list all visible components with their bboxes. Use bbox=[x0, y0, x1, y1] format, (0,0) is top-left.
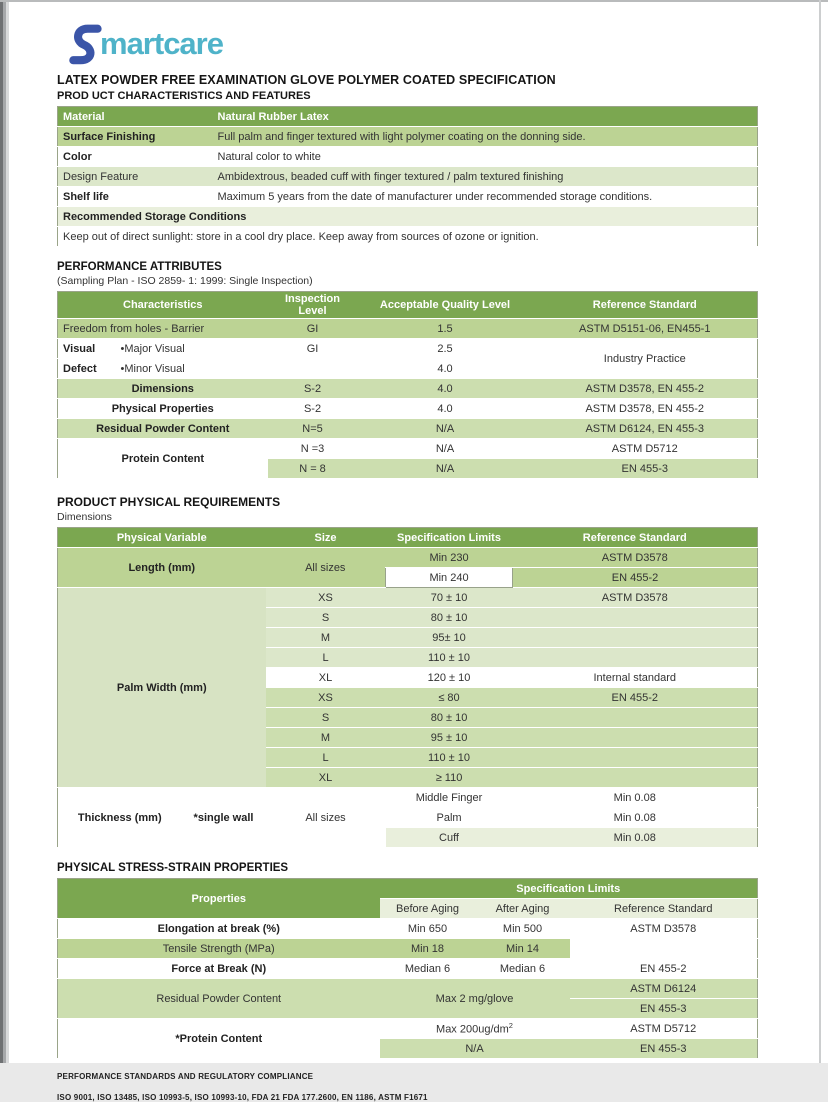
table-row bbox=[58, 127, 758, 147]
document-title: LATEX POWDER FREE EXAMINATION GLOVE POLYMER COATED SPECIFICATION bbox=[57, 73, 556, 87]
cell-reference: EN 455-2 bbox=[513, 688, 758, 708]
cell-spec: Min 240 bbox=[386, 568, 513, 588]
table-row bbox=[58, 788, 758, 808]
cell-reference: ASTM D3578, EN 455-2 bbox=[533, 399, 758, 419]
col-size: Size bbox=[266, 528, 386, 548]
protein-spec-text: Max 200ug/dm bbox=[436, 1023, 509, 1036]
col-characteristics: Characteristics bbox=[58, 292, 268, 319]
cell-inspection: N = 8 bbox=[268, 459, 358, 479]
col-spec-limits: Specification Limits bbox=[380, 879, 758, 899]
col-physical-variable: Physical Variable bbox=[58, 528, 266, 548]
cell-size: M bbox=[266, 628, 386, 648]
cell-characteristic: Residual Powder Content bbox=[58, 419, 268, 439]
storage-conditions-label: Recommended Storage Conditions bbox=[58, 207, 758, 227]
performance-subheading: (Sampling Plan - ISO 2859- 1: 1999: Single Inspection) bbox=[57, 275, 313, 287]
col-aql: Acceptable Quality Level bbox=[358, 292, 533, 319]
cell-spec: 95± 10 bbox=[386, 628, 513, 648]
table-header-row bbox=[58, 528, 758, 548]
cell-reference bbox=[513, 768, 758, 788]
cell-property: *Protein Content bbox=[58, 1019, 380, 1059]
table-row bbox=[58, 207, 758, 227]
col-reference-standard: Reference Standard bbox=[533, 292, 758, 319]
visual-defect-label: Defect bbox=[58, 359, 116, 379]
cell-spec: Palm bbox=[386, 808, 513, 828]
cell-reference bbox=[513, 708, 758, 728]
cell-characteristic: Physical Properties bbox=[58, 399, 268, 419]
cell-reference: EN 455-2 bbox=[570, 959, 758, 979]
cell-aql: 4.0 bbox=[358, 379, 533, 399]
col-inspection-level: Inspection Level bbox=[268, 292, 358, 319]
cell-size: XL bbox=[266, 668, 386, 688]
cell-spec: ≤ 80 bbox=[386, 688, 513, 708]
cell-after: Median 6 bbox=[476, 959, 570, 979]
cell-aql: 4.0 bbox=[358, 359, 533, 379]
cell-aql: 1.5 bbox=[358, 319, 533, 339]
cell-aql: 4.0 bbox=[358, 399, 533, 419]
col-properties: Properties bbox=[58, 879, 380, 919]
cell-label: Material bbox=[58, 107, 213, 127]
length-label: Length (mm) bbox=[58, 548, 266, 588]
cell-inspection: N =3 bbox=[268, 439, 358, 459]
cell-spec: Middle Finger bbox=[386, 788, 513, 808]
cell-aql: 2.5 bbox=[358, 339, 533, 359]
cell-characteristic: Freedom from holes - Barrier bbox=[58, 319, 268, 339]
performance-table bbox=[57, 291, 758, 479]
cell-spec: Cuff bbox=[386, 828, 513, 848]
cell-reference: EN 455-2 bbox=[513, 568, 758, 588]
cell-spec: 95 ± 10 bbox=[386, 728, 513, 748]
table-header-row bbox=[58, 879, 758, 899]
palm-width-label: Palm Width (mm) bbox=[58, 588, 266, 788]
performance-heading: PERFORMANCE ATTRIBUTES bbox=[57, 261, 222, 273]
cell-reference: EN 455-3 bbox=[533, 459, 758, 479]
storage-conditions-value: Keep out of direct sunlight: store in a cool dry place. Keep away from sources of ozone or ignition. bbox=[58, 227, 758, 247]
cell-spec: Min 230 bbox=[386, 548, 513, 568]
table-row bbox=[58, 399, 758, 419]
cell-reference: ASTM D3578, EN 455-2 bbox=[533, 379, 758, 399]
table-row bbox=[58, 1019, 758, 1039]
cell-label: Color bbox=[58, 147, 213, 167]
col-before-aging: Before Aging bbox=[380, 899, 476, 919]
cell-reference: ASTM D5712 bbox=[533, 439, 758, 459]
cell-spec: 110 ± 10 bbox=[386, 648, 513, 668]
logo-wordmark: martcare bbox=[100, 26, 223, 61]
footer-compliance-heading: PERFORMANCE STANDARDS AND REGULATORY COMPLIANCE bbox=[57, 1072, 314, 1081]
cell-reference: ASTM D5151-06, EN455-1 bbox=[533, 319, 758, 339]
cell-property: Elongation at break (%) bbox=[58, 919, 380, 939]
cell-aql: N/A bbox=[358, 459, 533, 479]
cell-size: XS bbox=[266, 588, 386, 608]
table-row bbox=[58, 419, 758, 439]
stress-strain-table bbox=[57, 878, 758, 1059]
cell-spec: 80 ± 10 bbox=[386, 708, 513, 728]
table-row bbox=[58, 959, 758, 979]
cell-reference: Internal standard bbox=[513, 668, 758, 688]
cell-spec: N/A bbox=[380, 1039, 570, 1059]
cell-before: Min 650 bbox=[380, 919, 476, 939]
table-row bbox=[58, 227, 758, 247]
cell-characteristic: Protein Content bbox=[58, 439, 268, 479]
table-header-row bbox=[58, 292, 758, 319]
cell-inspection: GI bbox=[268, 319, 358, 339]
cell-property: Tensile Strength (MPa) bbox=[58, 939, 380, 959]
cell-reference bbox=[513, 728, 758, 748]
characteristics-heading: PROD UCT CHARACTERISTICS AND FEATURES bbox=[57, 90, 311, 102]
scan-edge-left-light bbox=[6, 0, 9, 1063]
cell-value: Full palm and finger textured with light polymer coating on the donning side. bbox=[213, 127, 758, 147]
scan-edge-top bbox=[0, 0, 828, 2]
cell-reference: Industry Practice bbox=[533, 339, 758, 379]
cell-value: Ambidextrous, beaded cuff with finger textured / palm textured finishing bbox=[213, 167, 758, 187]
table-row bbox=[58, 167, 758, 187]
cell-reference bbox=[513, 648, 758, 668]
col-reference-standard: Reference Standard bbox=[570, 899, 758, 919]
cell-inspection: GI bbox=[268, 339, 358, 359]
cell-size: XL bbox=[266, 768, 386, 788]
cell-reference: ASTM D3578 bbox=[513, 548, 758, 568]
cell-reference: EN 455-3 bbox=[570, 999, 758, 1019]
table-row bbox=[58, 439, 758, 459]
cell-value: Natural color to white bbox=[213, 147, 758, 167]
cell-reference: EN 455-3 bbox=[570, 1039, 758, 1059]
cell-characteristic: •Minor Visual bbox=[116, 359, 268, 379]
table-row bbox=[58, 979, 758, 999]
cell-reference: ASTM D3578 bbox=[513, 588, 758, 608]
table-row bbox=[58, 939, 758, 959]
cell-reference bbox=[513, 748, 758, 768]
table-row bbox=[58, 548, 758, 568]
smartcare-logo bbox=[67, 22, 757, 66]
protein-spec-superscript: 2 bbox=[508, 1021, 513, 1031]
visual-defect-label: Visual bbox=[58, 339, 116, 359]
cell-after: Min 14 bbox=[476, 939, 570, 959]
table-row bbox=[58, 107, 758, 127]
cell-reference: ASTM D6124 bbox=[570, 979, 758, 999]
cell-size: L bbox=[266, 748, 386, 768]
cell-characteristic: Dimensions bbox=[58, 379, 268, 399]
table-row bbox=[58, 319, 758, 339]
cell-before: Min 18 bbox=[380, 939, 476, 959]
cell-aql: N/A bbox=[358, 439, 533, 459]
cell-size: XS bbox=[266, 688, 386, 708]
footer-standards-list: ISO 9001, ISO 13485, ISO 10993-5, ISO 10993-10, FDA 21 FDA 177.2600, EN 1186, ASTM F1671 bbox=[57, 1093, 428, 1102]
cell-spec bbox=[380, 1019, 570, 1039]
cell-reference: Min 0.08 bbox=[513, 808, 758, 828]
cell-inspection bbox=[268, 359, 358, 379]
cell-spec: 80 ± 10 bbox=[386, 608, 513, 628]
table-row bbox=[58, 919, 758, 939]
cell-inspection: S-2 bbox=[268, 399, 358, 419]
cell-reference bbox=[513, 608, 758, 628]
cell-property: Residual Powder Content bbox=[58, 979, 380, 1019]
cell-inspection: S-2 bbox=[268, 379, 358, 399]
cell-size: All sizes bbox=[266, 788, 386, 848]
table-row bbox=[58, 147, 758, 167]
thickness-note: *single wall bbox=[182, 788, 266, 848]
characteristics-table bbox=[57, 106, 758, 247]
dimensions-table bbox=[57, 527, 758, 848]
col-after-aging: After Aging bbox=[476, 899, 570, 919]
cell-spec: ≥ 110 bbox=[386, 768, 513, 788]
cell-size: L bbox=[266, 648, 386, 668]
cell-reference: Min 0.08 bbox=[513, 788, 758, 808]
logo-s-icon bbox=[67, 23, 103, 65]
cell-size: M bbox=[266, 728, 386, 748]
cell-reference: ASTM D5712 bbox=[570, 1019, 758, 1039]
cell-after: Min 500 bbox=[476, 919, 570, 939]
col-reference-standard: Reference Standard bbox=[513, 528, 758, 548]
cell-reference: Min 0.08 bbox=[513, 828, 758, 848]
cell-before: Median 6 bbox=[380, 959, 476, 979]
cell-spec: 70 ± 10 bbox=[386, 588, 513, 608]
cell-property: Force at Break (N) bbox=[58, 959, 380, 979]
cell-reference bbox=[513, 628, 758, 648]
cell-size: All sizes bbox=[266, 548, 386, 588]
cell-spec: 110 ± 10 bbox=[386, 748, 513, 768]
physical-requirements-heading: PRODUCT PHYSICAL REQUIREMENTS bbox=[57, 495, 281, 509]
table-row bbox=[58, 379, 758, 399]
cell-reference bbox=[570, 939, 758, 959]
cell-size: S bbox=[266, 708, 386, 728]
col-spec-limits: Specification Limits bbox=[386, 528, 513, 548]
thickness-label: Thickness (mm) bbox=[58, 788, 182, 848]
table-row bbox=[58, 187, 758, 207]
cell-value: Natural Rubber Latex bbox=[213, 107, 758, 127]
table-row bbox=[58, 339, 758, 359]
scan-edge-right bbox=[819, 0, 821, 1063]
cell-label: Surface Finishing bbox=[58, 127, 213, 147]
cell-spec: Max 2 mg/glove bbox=[380, 979, 570, 1019]
cell-label: Design Feature bbox=[58, 167, 213, 187]
cell-reference: ASTM D3578 bbox=[570, 919, 758, 939]
cell-value: Maximum 5 years from the date of manufacturer under recommended storage conditions. bbox=[213, 187, 758, 207]
cell-characteristic: •Major Visual bbox=[116, 339, 268, 359]
stress-strain-heading: PHYSICAL STRESS-STRAIN PROPERTIES bbox=[57, 862, 289, 874]
cell-aql: N/A bbox=[358, 419, 533, 439]
cell-label: Shelf life bbox=[58, 187, 213, 207]
cell-reference: ASTM D6124, EN 455-3 bbox=[533, 419, 758, 439]
dimensions-subheading: Dimensions bbox=[57, 511, 112, 523]
table-row bbox=[58, 588, 758, 608]
cell-inspection: N=5 bbox=[268, 419, 358, 439]
cell-spec: 120 ± 10 bbox=[386, 668, 513, 688]
cell-size: S bbox=[266, 608, 386, 628]
